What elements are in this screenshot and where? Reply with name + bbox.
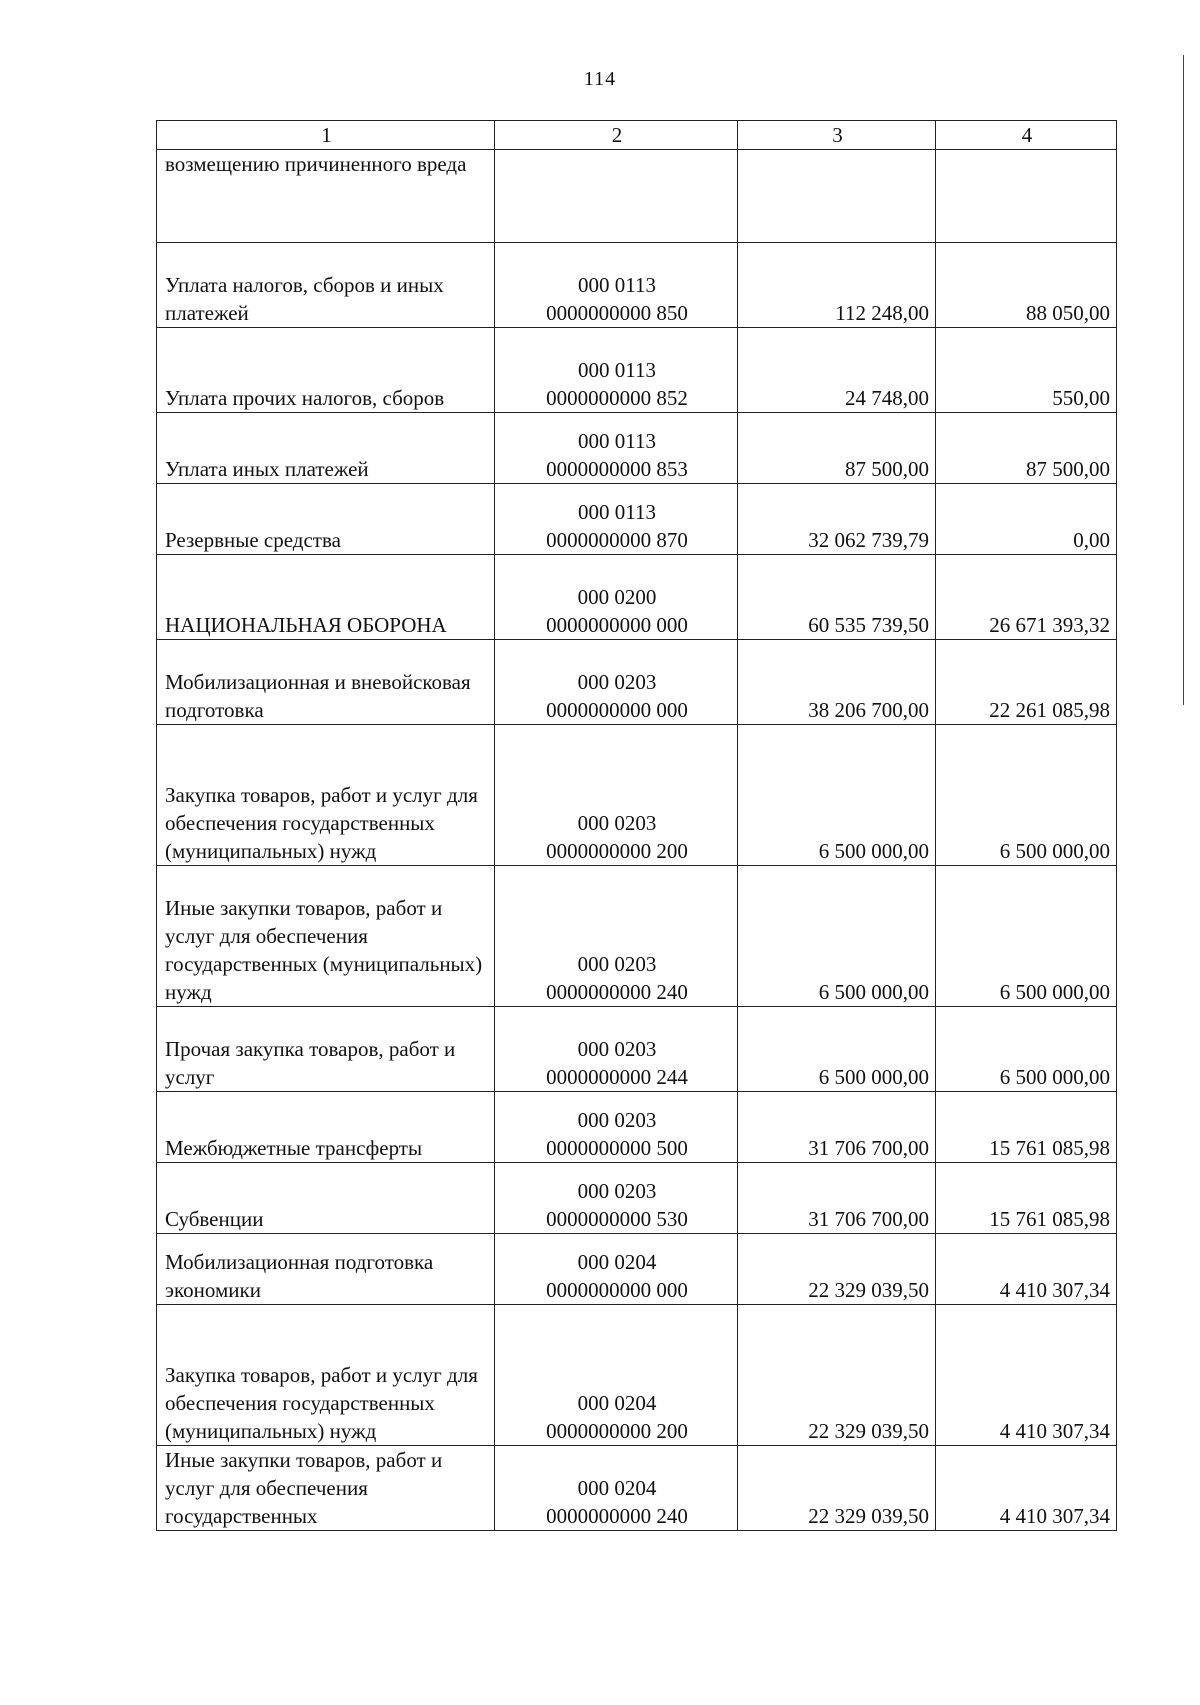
code-target: 0000000000 000 bbox=[546, 613, 688, 637]
row-value-4: 87 500,00 bbox=[936, 413, 1117, 484]
row-value-3: 112 248,00 bbox=[738, 243, 936, 328]
column-header-3: 3 bbox=[738, 121, 936, 150]
table-row bbox=[157, 484, 1117, 555]
row-code bbox=[495, 555, 738, 640]
row-code bbox=[495, 1305, 738, 1446]
row-value-3: 22 329 039,50 bbox=[738, 1234, 936, 1305]
row-name: Субвенции bbox=[157, 1163, 495, 1234]
row-value-4: 4 410 307,34 bbox=[936, 1446, 1117, 1531]
table-row bbox=[157, 866, 1117, 1007]
code-target: 0000000000 850 bbox=[546, 301, 688, 325]
code-section: 000 0204 bbox=[577, 1391, 657, 1415]
budget-table bbox=[156, 120, 1117, 1531]
table-row bbox=[157, 243, 1117, 328]
column-header-1: 1 bbox=[157, 121, 495, 150]
code-target: 0000000000 200 bbox=[546, 839, 688, 863]
row-name: Закупка товаров, работ и услуг для обеспечения государственных (муниципальных) нужд bbox=[157, 1305, 495, 1446]
row-value-4: 15 761 085,98 bbox=[936, 1163, 1117, 1234]
row-value-4: 26 671 393,32 bbox=[936, 555, 1117, 640]
code-target: 0000000000 000 bbox=[546, 1278, 688, 1302]
row-name: НАЦИОНАЛЬНАЯ ОБОРОНА bbox=[157, 555, 495, 640]
row-value-4: 22 261 085,98 bbox=[936, 640, 1117, 725]
table-row bbox=[157, 1446, 1117, 1531]
row-value-3: 22 329 039,50 bbox=[738, 1446, 936, 1531]
row-code bbox=[495, 243, 738, 328]
row-value-4: 88 050,00 bbox=[936, 243, 1117, 328]
code-target: 0000000000 240 bbox=[546, 980, 688, 1004]
row-code bbox=[495, 866, 738, 1007]
code-target: 0000000000 870 bbox=[546, 528, 688, 552]
row-code bbox=[495, 1446, 738, 1531]
row-code bbox=[495, 1163, 738, 1234]
code-section: 000 0113 bbox=[578, 429, 656, 453]
row-value-3: 32 062 739,79 bbox=[738, 484, 936, 555]
code-section: 000 0204 bbox=[577, 1476, 657, 1500]
table-row bbox=[157, 1163, 1117, 1234]
row-name: Уплата прочих налогов, сборов bbox=[157, 328, 495, 413]
column-header-2: 2 bbox=[495, 121, 738, 150]
code-section: 000 0204 bbox=[577, 1250, 657, 1274]
row-name: Иные закупки товаров, работ и услуг для обеспечения государственных (муниципальных) нужд bbox=[157, 866, 495, 1007]
row-name: возмещению причиненного вреда bbox=[157, 150, 495, 243]
table-row bbox=[157, 1234, 1117, 1305]
row-value-3: 31 706 700,00 bbox=[738, 1092, 936, 1163]
row-value-3: 24 748,00 bbox=[738, 328, 936, 413]
row-name: Резервные средства bbox=[157, 484, 495, 555]
row-name: Межбюджетные трансферты bbox=[157, 1092, 495, 1163]
code-target: 0000000000 240 bbox=[546, 1504, 688, 1528]
code-section: 000 0203 bbox=[577, 670, 657, 694]
row-code bbox=[495, 328, 738, 413]
row-value-4: 6 500 000,00 bbox=[936, 866, 1117, 1007]
row-code bbox=[495, 725, 738, 866]
row-value-4: 15 761 085,98 bbox=[936, 1092, 1117, 1163]
row-value-3: 60 535 739,50 bbox=[738, 555, 936, 640]
code-section: 000 0203 bbox=[577, 811, 657, 835]
row-value-3: 22 329 039,50 bbox=[738, 1305, 936, 1446]
code-target: 0000000000 000 bbox=[546, 698, 688, 722]
code-target: 0000000000 244 bbox=[546, 1065, 688, 1089]
row-name: Мобилизационная и вневойсковая подготовка bbox=[157, 640, 495, 725]
row-name: Иные закупки товаров, работ и услуг для обеспечения государственных bbox=[157, 1446, 495, 1531]
row-name: Мобилизационная подготовка экономики bbox=[157, 1234, 495, 1305]
row-code bbox=[495, 1234, 738, 1305]
table-row bbox=[157, 150, 1117, 243]
row-code bbox=[495, 1007, 738, 1092]
row-code bbox=[495, 640, 738, 725]
row-value-3: 6 500 000,00 bbox=[738, 866, 936, 1007]
row-value-3: 38 206 700,00 bbox=[738, 640, 936, 725]
table-row bbox=[157, 725, 1117, 866]
code-target: 0000000000 200 bbox=[546, 1419, 688, 1443]
row-code bbox=[495, 150, 738, 243]
table-row bbox=[157, 413, 1117, 484]
row-value-4 bbox=[936, 150, 1117, 243]
row-value-4: 0,00 bbox=[936, 484, 1117, 555]
code-section: 000 0203 bbox=[577, 1108, 657, 1132]
code-section: 000 0200 bbox=[577, 585, 657, 609]
row-value-4: 550,00 bbox=[936, 328, 1117, 413]
table-row bbox=[157, 640, 1117, 725]
row-code bbox=[495, 1092, 738, 1163]
column-header-4: 4 bbox=[936, 121, 1117, 150]
table-row bbox=[157, 1305, 1117, 1446]
row-value-3 bbox=[738, 150, 936, 243]
header-row bbox=[157, 121, 1117, 150]
row-value-3: 87 500,00 bbox=[738, 413, 936, 484]
row-name: Закупка товаров, работ и услуг для обеспечения государственных (муниципальных) нужд bbox=[157, 725, 495, 866]
row-name: Уплата налогов, сборов и иных платежей bbox=[157, 243, 495, 328]
code-section: 000 0203 bbox=[577, 952, 657, 976]
code-target: 0000000000 853 bbox=[546, 457, 688, 481]
row-code bbox=[495, 413, 738, 484]
row-value-4: 4 410 307,34 bbox=[936, 1234, 1117, 1305]
row-value-4: 6 500 000,00 bbox=[936, 725, 1117, 866]
table-row bbox=[157, 1007, 1117, 1092]
code-section: 000 0203 bbox=[577, 1179, 657, 1203]
code-section: 000 0113 bbox=[578, 358, 656, 382]
page-edge-line bbox=[1183, 55, 1184, 705]
code-target: 0000000000 500 bbox=[546, 1136, 688, 1160]
row-name: Уплата иных платежей bbox=[157, 413, 495, 484]
code-target: 0000000000 852 bbox=[546, 386, 688, 410]
table-row bbox=[157, 1092, 1117, 1163]
row-value-3: 31 706 700,00 bbox=[738, 1163, 936, 1234]
table-row bbox=[157, 328, 1117, 413]
row-value-4: 6 500 000,00 bbox=[936, 1007, 1117, 1092]
code-section: 000 0203 bbox=[577, 1037, 657, 1061]
code-section: 000 0113 bbox=[578, 500, 656, 524]
row-value-3: 6 500 000,00 bbox=[738, 1007, 936, 1092]
row-code bbox=[495, 484, 738, 555]
row-value-4: 4 410 307,34 bbox=[936, 1305, 1117, 1446]
row-name: Прочая закупка товаров, работ и услуг bbox=[157, 1007, 495, 1092]
code-target: 0000000000 530 bbox=[546, 1207, 688, 1231]
table-row bbox=[157, 555, 1117, 640]
code-section: 000 0113 bbox=[578, 273, 656, 297]
page-number: 114 bbox=[583, 68, 617, 90]
row-value-3: 6 500 000,00 bbox=[738, 725, 936, 866]
